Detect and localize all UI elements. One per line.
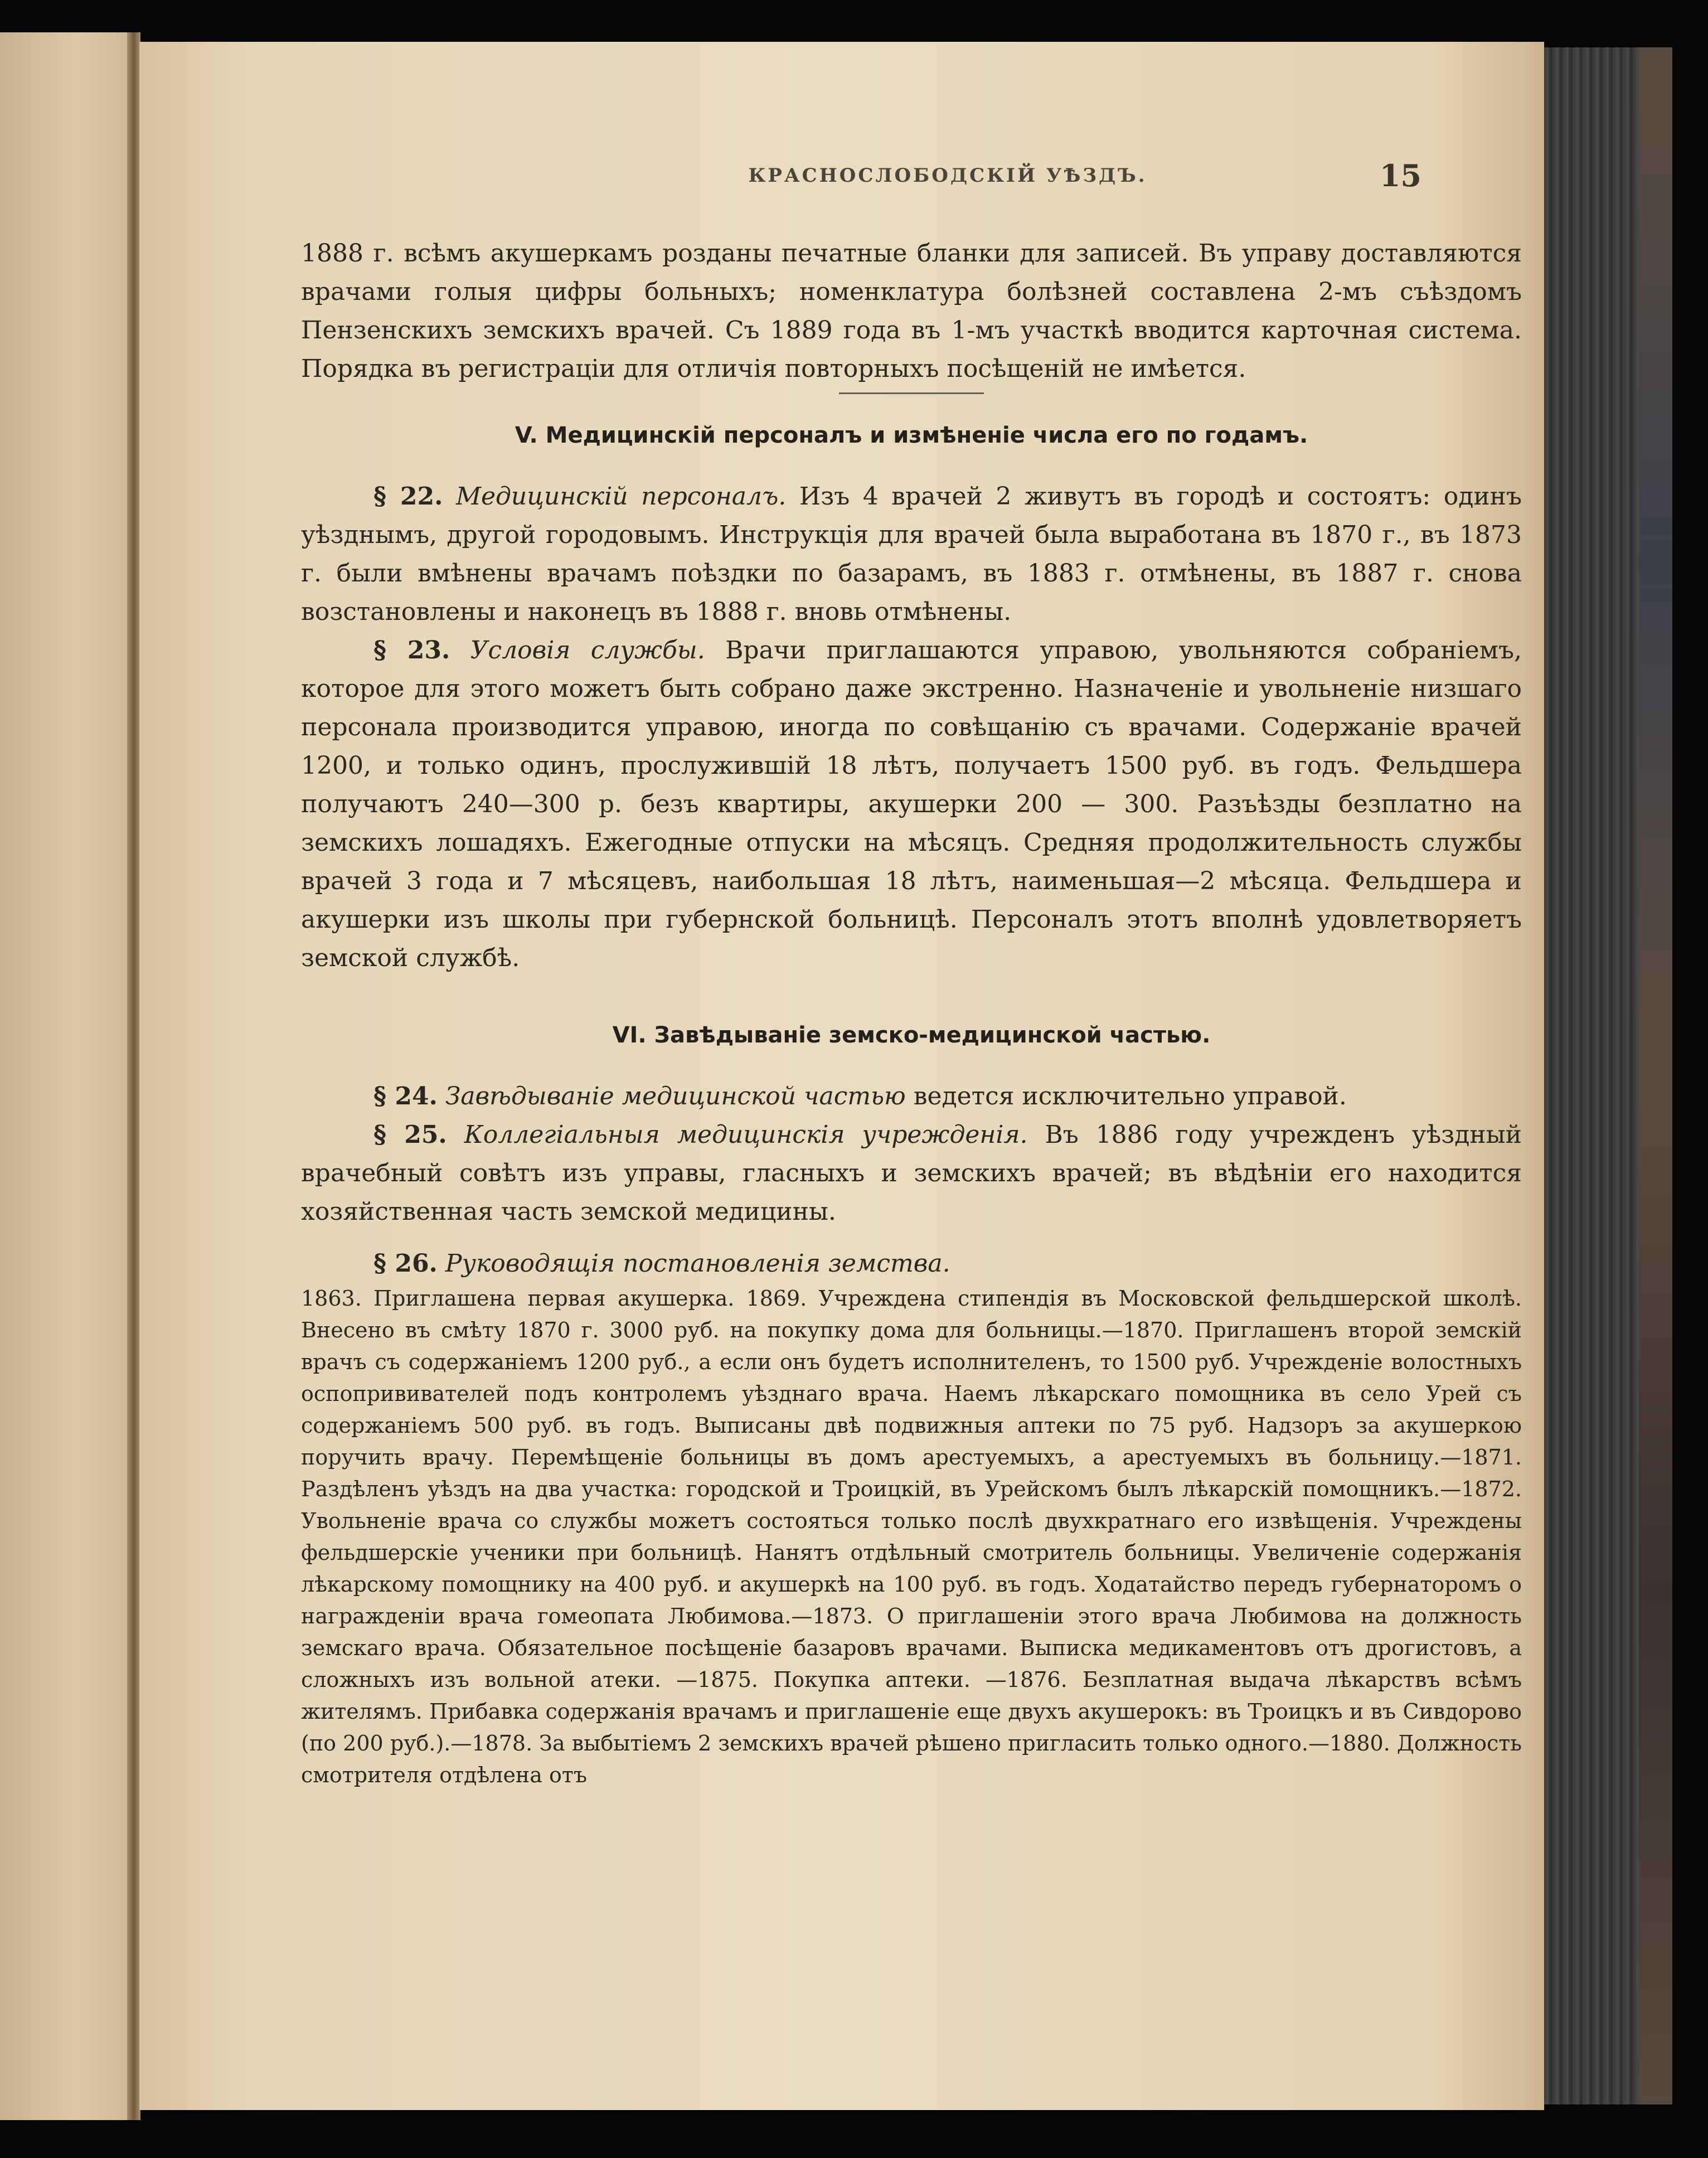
- paragraph-26-text: 1863. Приглашена первая акушерка. 1869. Учреждена стипендія въ Московской фельдшерской школѣ. Внесено въ смѣту 1870 г. 3000 руб. на покупку дома для больницы.—1870. Приглашенъ второй земскій врачъ съ содержаніемъ 1200 руб., а если онъ будетъ исполнителенъ, то 1500 руб. Учрежденіе волостныхъ оспопрививателей подъ контролемъ уѣзднаго врача. Наемъ лѣкарскаго помощника въ село Урей съ содержаніемъ 500 руб. въ годъ. Выписаны двѣ подвижныя аптеки по 75 руб. Надзоръ за акушеркою поручить врачу. Перемѣщеніе больницы въ домъ арестуемыхъ, а арестуемыхъ въ больницу.—1871. Раздѣленъ уѣздъ на два участка: городской и Троицкій, въ Урейскомъ былъ лѣкарскій помощникъ.—1872. Увольненіе врача со службы можетъ состояться только послѣ двухкратнаго его извѣщенія. Учреждены фельдшерскіе ученики при больницѣ. Нанятъ отдѣльный смотритель больницы. Увеличеніе содержанія лѣкарскому помощнику на 400 руб. и акушеркѣ на 100 руб. въ годъ. Ходатайство передъ губернаторомъ о награжденіи врача гомеопата Любимова.—1873. О приглашеніи этого врача Любимова на должность земскаго врача. Обязательное посѣщеніе базаровъ врачами. Выписка медикаментовъ отъ дрогистовъ, а сложныхъ изъ вольной атеки. —1875. Покупка аптеки. —1876. Безплатная выдача лѣкарствъ всѣмъ жителямъ. Прибавка содержанія врачамъ и приглашеніе еще двухъ акушерокъ: въ Троицкъ и въ Сивдорово (по 200 руб.).—1878. За выбытіемъ 2 земскихъ врачей рѣшено пригласить только одного.—1880. Должность смотрителя отдѣлена отъ: [301, 1286, 1522, 1787]
- paragraph-25-text: Въ 1886 году учрежденъ уѣздный врачебный совѣтъ изъ управы, гласныхъ и земскихъ врачей; въ вѣдѣніи его находится хозяйственная часть земской медицины.: [301, 1121, 1522, 1226]
- paragraph-26-lead: [301, 1244, 1522, 1283]
- left-page-edge: [0, 32, 139, 2120]
- paragraph-23-text: Врачи приглашаются управою, увольняются собраніемъ, которое для этого можетъ быть собрано даже экстренно. Назначеніе и увольненіе низшаго персонала производится управою, иногда по совѣщанію съ врачами. Содержаніе врачей 1200, и только одинъ, прослужившій 18 лѣтъ, получаетъ 1500 руб. въ годъ. Фельдшера получаютъ 240—300 р. безъ квартиры, акушерки 200 — 300. Разъѣзды безплатно на земскихъ лошадяхъ. Ежегодные отпуски на мѣсяцъ. Средняя продолжительность службы врачей 3 года и 7 мѣсяцевъ, наибольшая 18 лѣтъ, наименьшая—2 мѣсяца. Фельдшера и акушерки изъ школы при губернской больницѣ. Персоналъ этотъ вполнѣ удовлетворяетъ земской службѣ.: [301, 636, 1522, 972]
- paragraph-25-number: § 25.: [373, 1121, 447, 1149]
- paragraph-25-title: Коллегіальныя медицинскія учрежденія.: [464, 1121, 1028, 1149]
- paragraph-22: [301, 477, 1522, 631]
- book-gutter: [127, 32, 140, 2120]
- paragraph-23-number: § 23.: [373, 636, 450, 665]
- section-v-heading: V. Медицинскій персоналъ и измѣненіе числа его по годамъ.: [515, 423, 1308, 448]
- paragraph-22-number: § 22.: [373, 482, 443, 511]
- intro-paragraph: 1888 г. всѣмъ акушеркамъ розданы печатные бланки для записей. Въ управу доставляются врачами голыя цифры больныхъ; номенклатура болѣзней составлена 2-мъ съѣздомъ Пензенскихъ земскихъ врачей. Съ 1889 года въ 1-мъ участкѣ вводится карточная система. Порядка въ регистраціи для отличія повторныхъ посѣщеній не имѣется.: [301, 239, 1522, 383]
- paragraph-23-title: Условія службы.: [470, 636, 705, 665]
- divider-rule: [839, 392, 984, 394]
- paragraph-26-number: § 26.: [373, 1249, 438, 1278]
- paragraph-22-title: Медицинскій персоналъ.: [455, 482, 787, 511]
- book-page: [139, 42, 1544, 2110]
- paragraph-24: [301, 1077, 1522, 1116]
- paragraph-24-number: § 24.: [373, 1082, 438, 1110]
- page-number: 15: [1379, 158, 1421, 193]
- paragraph-25: [301, 1116, 1522, 1231]
- paragraph-24-title: Завѣдываніе медицинской частью: [445, 1082, 906, 1110]
- running-head-title: КРАСНОСЛОБОДСКІЙ УѢЗДЪ.: [748, 164, 1147, 187]
- paragraph-26-title: Руководящія постановленія земства.: [445, 1249, 950, 1278]
- marbled-cover-edge: [1639, 47, 1672, 2104]
- body-text: [301, 234, 1522, 1791]
- section-vi-heading: VI. Завѣдываніе земско-медицинской частью.: [612, 1022, 1211, 1048]
- paragraph-24-text: ведется исключительно управой.: [913, 1082, 1347, 1110]
- paragraph-23: [301, 631, 1522, 977]
- paragraph-22-text: Изъ 4 врачей 2 живутъ въ городѣ и состоятъ: одинъ уѣзднымъ, другой городовымъ. Инструкція для врачей была выработана въ 1870 г., въ 1873 г. были вмѣнены врачамъ поѣздки по базарамъ, въ 1883 г. отмѣнены, въ 1887 г. снова возстановлены и наконецъ въ 1888 г. вновь отмѣнены.: [301, 482, 1522, 626]
